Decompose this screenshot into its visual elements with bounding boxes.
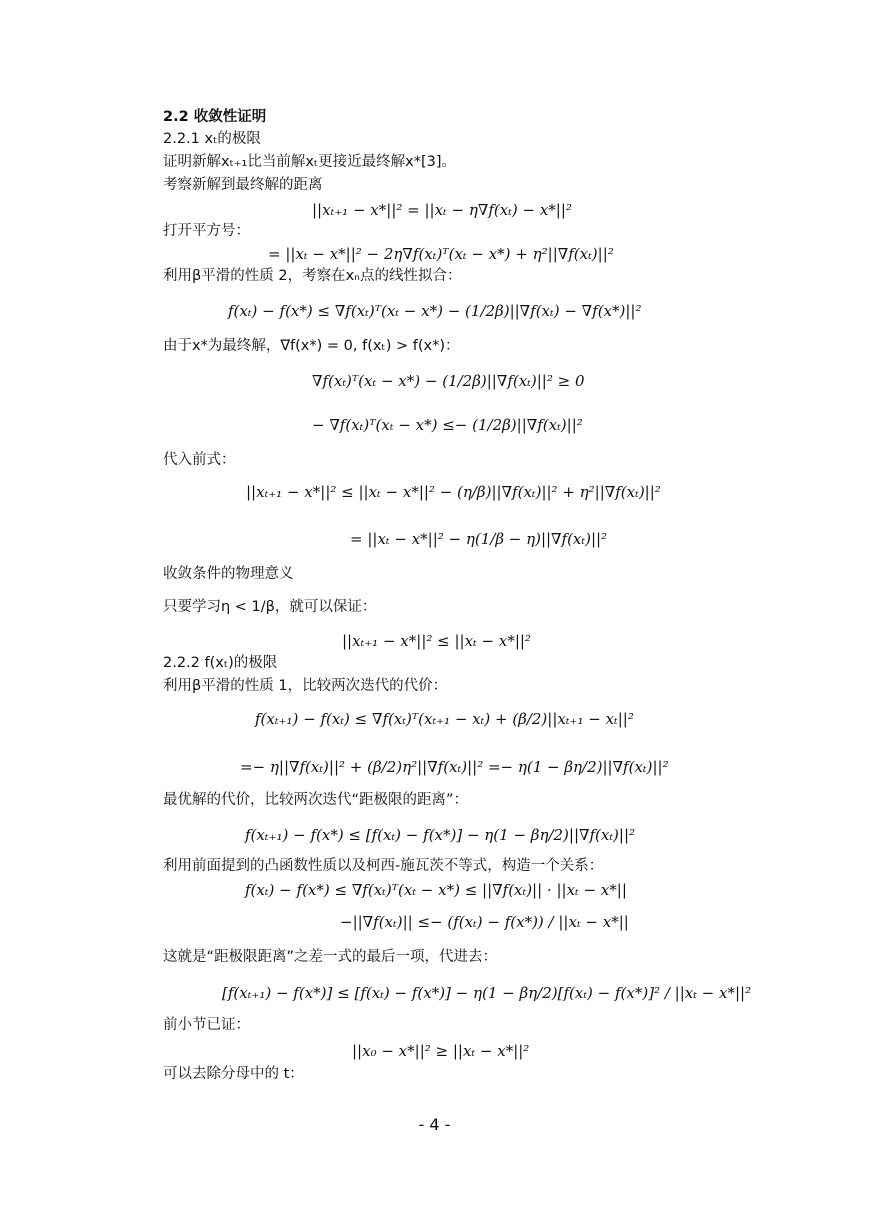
equation-7: = ||xₜ − x*||² − η(1/β − η)||∇f(xₜ)||²: [350, 530, 608, 548]
equation-5: − ∇f(xₜ)ᵀ(xₜ − x*) ≤− (1/2β)||∇f(xₜ)||²: [312, 416, 583, 434]
optimal-cost-paragraph: 最优解的代价，比较两次迭代“距极限的距离”：: [163, 792, 469, 808]
equation-1: ||xₜ₊₁ − x*||² = ||xₜ − η∇f(xₜ) − x*||²: [312, 201, 572, 219]
previous-proof-paragraph: 前小节已证：: [163, 1017, 250, 1033]
open-square-paragraph: 打开平方号：: [163, 223, 250, 239]
last-term-paragraph: 这就是“距极限距离”之差一式的最后一项，代进去：: [163, 949, 498, 965]
learning-rate-paragraph: 只要学习η < 1/β，就可以保证：: [163, 599, 377, 615]
substitute-paragraph: 代入前式：: [163, 452, 236, 468]
equation-13: −||∇f(xₜ)|| ≤− (f(xₜ) − f(x*)) / ||xₜ − x*||: [340, 913, 629, 931]
equation-12: f(xₜ) − f(x*) ≤ ∇f(xₜ)ᵀ(xₜ − x*) ≤ ||∇f(xₜ)|| · ||xₜ − x*||: [245, 881, 627, 899]
convex-paragraph: 利用前面提到的凸函数性质以及柯西-施瓦茨不等式，构造一个关系：: [163, 858, 604, 874]
subsection-1-heading: 2.2.1 xₜ的极限: [163, 131, 261, 147]
equation-6: ||xₜ₊₁ − x*||² ≤ ||xₜ − x*||² − (η/β)||∇f(xₜ)||² + η²||∇f(xₜ)||²: [246, 483, 661, 501]
equation-11: f(xₜ₊₁) − f(x*) ≤ [f(xₜ) − f(x*)] − η(1 − βη/2)||∇f(xₜ)||²: [245, 826, 636, 844]
intro-paragraph: 证明新解xₜ₊₁比当前解xₜ更接近最终解x*[3]。: [163, 154, 457, 170]
equation-3: f(xₜ) − f(x*) ≤ ∇f(xₜ)ᵀ(xₜ − x*) − (1/2β)||∇f(xₜ) − ∇f(x*)||²: [228, 302, 642, 320]
equation-8: ||xₜ₊₁ − x*||² ≤ ||xₜ − x*||²: [342, 632, 531, 650]
subsection-2-heading: 2.2.2 f(xₜ)的极限: [163, 655, 278, 671]
since-optimal-paragraph: 由于x*为最终解，∇f(x*) = 0, f(xₜ) > f(x*)：: [163, 338, 460, 354]
distance-paragraph: 考察新解到最终解的距离: [163, 177, 323, 193]
equation-10: =− η||∇f(xₜ)||² + (β/2)η²||∇f(xₜ)||² =− η(1 − βη/2)||∇f(xₜ)||²: [240, 758, 669, 776]
equation-15: ||x₀ − x*||² ≥ ||xₜ − x*||²: [352, 1042, 530, 1060]
equation-14: [f(xₜ₊₁) − f(x*)] ≤ [f(xₜ) − f(x*)] − η(1 − βη/2)[f(xₜ) − f(x*)]² / ||xₜ − x*||²: [222, 984, 752, 1002]
equation-2: = ||xₜ − x*||² − 2η∇f(xₜ)ᵀ(xₜ − x*) + η²||∇f(xₜ)||²: [268, 245, 614, 263]
equation-9: f(xₜ₊₁) − f(xₜ) ≤ ∇f(xₜ)ᵀ(xₜ₊₁ − xₜ) + (β/2)||xₜ₊₁ − xₜ||²: [255, 710, 634, 728]
physical-meaning-paragraph: 收敛条件的物理意义: [163, 566, 294, 582]
page-number: - 4 -: [418, 1115, 451, 1134]
section-heading: 2.2 收敛性证明: [163, 109, 267, 125]
beta-property-2-paragraph: 利用β平滑的性质 2，考察在xₙ点的线性拟合：: [163, 268, 462, 284]
equation-4: ∇f(xₜ)ᵀ(xₜ − x*) − (1/2β)||∇f(xₜ)||² ≥ 0: [312, 372, 585, 390]
remove-t-paragraph: 可以去除分母中的 t：: [163, 1066, 304, 1082]
beta-property-1-paragraph: 利用β平滑的性质 1，比较两次迭代的代价：: [163, 678, 448, 694]
